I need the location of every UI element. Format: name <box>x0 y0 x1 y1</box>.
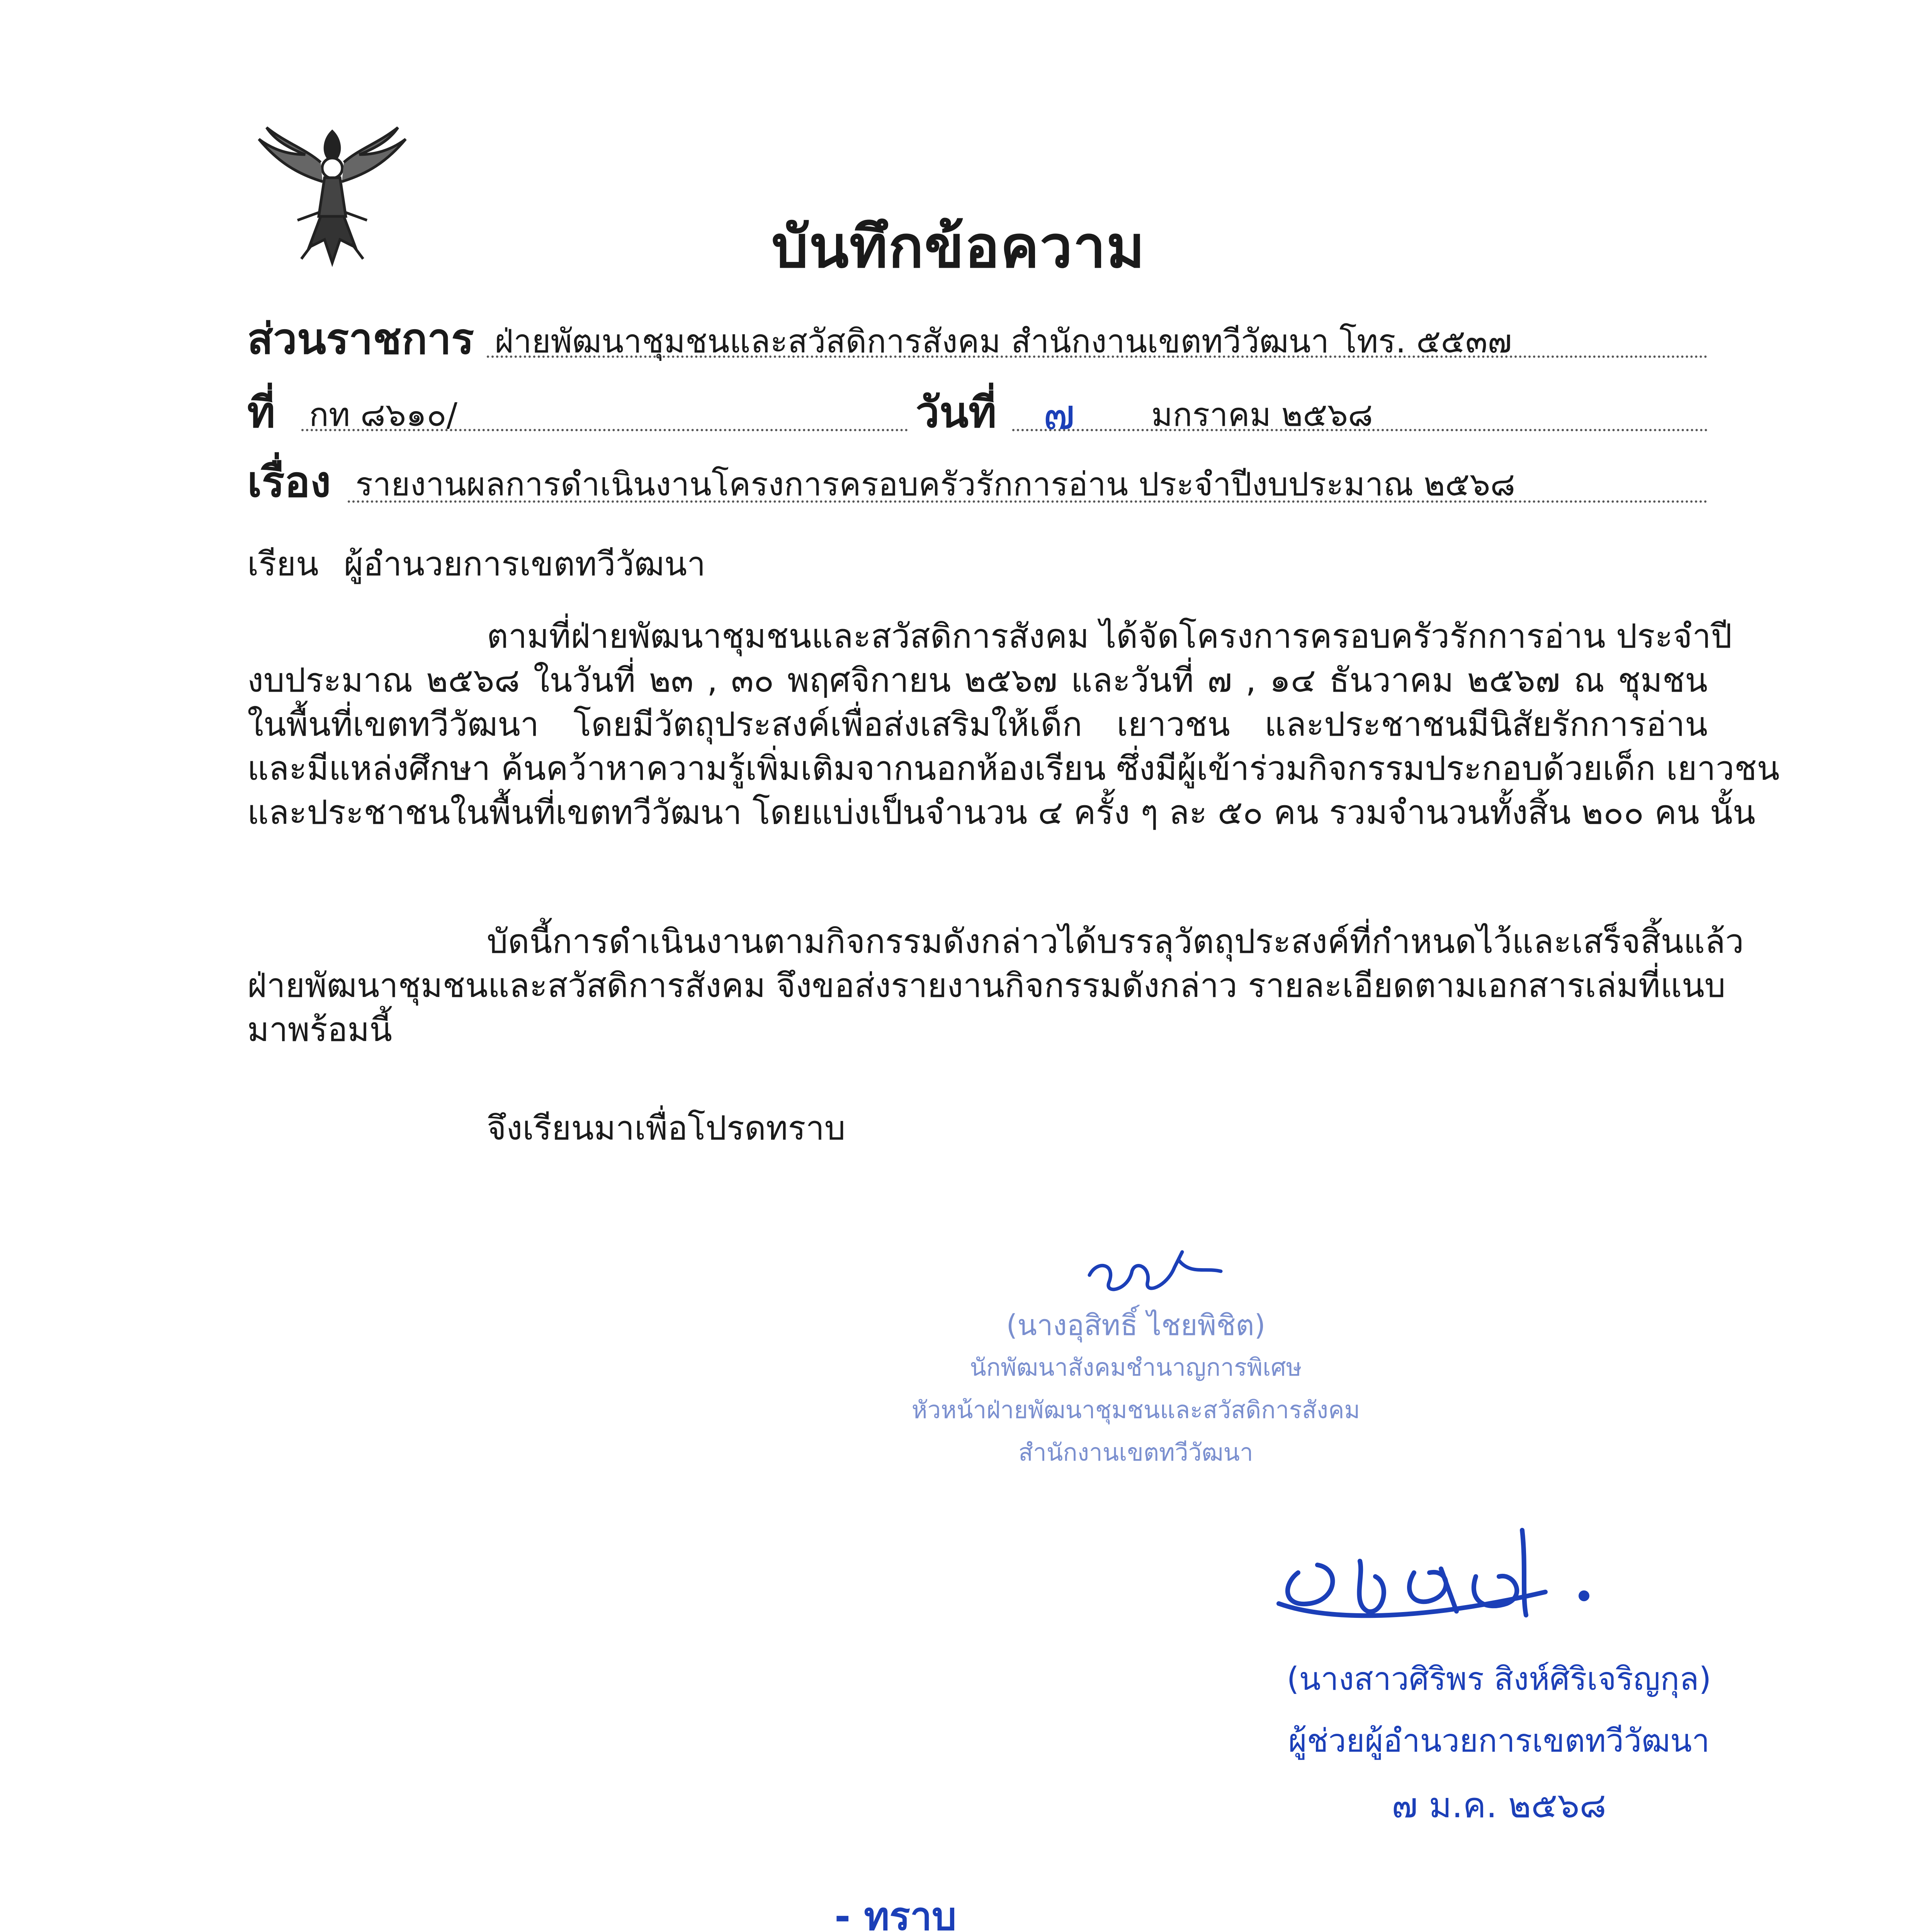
number-label: ที่ <box>247 388 275 437</box>
date-label: วันที่ <box>916 388 997 437</box>
closing-text: จึงเรียนมาเพื่อโปรดทราบ <box>487 1109 846 1148</box>
to-value: ผู้อำนวยการเขตทวีวัฒนา <box>344 545 706 583</box>
subject-label: เรื่อง <box>247 457 331 507</box>
paragraph-line: บัดนี้การดำเนินงานตามกิจกรรมดังกล่าวได้บรรลุวัตถุประสงค์ที่กำหนดไว้และเสร็จสิ้นแล้ว <box>487 922 1744 961</box>
signer-2-name: (นางสาวศิริพร สิงห์ศิริเจริญกุล) <box>1286 1661 1711 1697</box>
signature-2 <box>1275 1507 1642 1654</box>
paragraph-line: ฝ่ายพัฒนาชุมชนและสวัสดิการสังคม จึงขอส่งรายงานกิจกรรมดังกล่าว รายละเอียดตามเอกสารเล่มที่แนบ <box>247 966 1726 1005</box>
paragraph-line: มาพร้อมนี้ <box>247 1010 392 1049</box>
agency-dotline <box>487 355 1708 358</box>
date-day: ๗ <box>1043 389 1075 439</box>
document-title: บันทึกข้อความ <box>772 214 1145 281</box>
signer-1-office: สำนักงานเขตทวีวัฒนา <box>1018 1438 1253 1466</box>
paragraph-line: และประชาชนในพื้นที่เขตทวีวัฒนา โดยแบ่งเป็นจำนวน ๔ ครั้ง ๆ ละ ๕๐ คน รวมจำนวนทั้งสิ้น ๒๐๐ คน นั้น <box>247 793 1756 832</box>
number-value: กท ๘๖๑๐/ <box>309 396 457 434</box>
number-dotline <box>301 429 908 431</box>
to-label: เรียน <box>247 545 319 583</box>
date-month-year: มกราคม ๒๕๖๘ <box>1151 396 1373 434</box>
agency-value: ฝ่ายพัฒนาชุมชนและสวัสดิการสังคม สำนักงานเขตทวีวัฒนา โทร. ๕๕๓๗ <box>495 322 1512 360</box>
paragraph-line: งบประมาณ ๒๕๖๘ ในวันที่ ๒๓ , ๓๐ พฤศจิกายน ๒๕๖๗ และวันที่ ๗ , ๑๔ ธันวาคม ๒๕๖๗ ณ ชุมชน <box>247 661 1708 700</box>
date-dotline <box>1012 429 1708 431</box>
paragraph-line: ตามที่ฝ่ายพัฒนาชุมชนและสวัสดิการสังคม ได้จัดโครงการครอบครัวรักการอ่าน ประจำปี <box>487 617 1732 656</box>
paragraph-line: ในพื้นที่เขตทวีวัฒนา โดยมีวัตถุประสงค์เพื่อส่งเสริมให้เด็ก เยาวชน และประชาชนมีนิสัยรักการอ่าน <box>247 705 1708 744</box>
signer-2-position: ผู้ช่วยผู้อำนวยการเขตทวีวัฒนา <box>1288 1723 1710 1759</box>
acknowledged-note: - ทราบ <box>834 1894 957 1932</box>
signer-1-name: (นางอุสิทธิ์ ไชยพิชิต) <box>1006 1309 1266 1342</box>
signer-1-position: นักพัฒนาสังคมชำนาญการพิเศษ <box>970 1353 1302 1381</box>
paragraph-line: และมีแหล่งศึกษา ค้นคว้าหาความรู้เพิ่มเติมจากนอกห้องเรียน ซึ่งมีผู้เข้าร่วมกิจกรรมประกอบด้วยเด็ก เยาวชน <box>247 749 1780 788</box>
subject-dotline <box>348 500 1708 503</box>
agency-label: ส่วนราชการ <box>247 314 474 364</box>
body-paragraph-2 <box>247 920 1744 1052</box>
subject-value: รายงานผลการดำเนินงานโครงการครอบครัวรักการอ่าน ประจำปีงบประมาณ ๒๕๖๘ <box>355 465 1516 503</box>
signer-1-position: หัวหน้าฝ่ายพัฒนาชุมชนและสวัสดิการสังคม <box>911 1396 1360 1424</box>
body-paragraph-1 <box>247 614 1780 835</box>
signer-2-date: ๗ ม.ค. ๒๕๖๘ <box>1392 1785 1606 1826</box>
